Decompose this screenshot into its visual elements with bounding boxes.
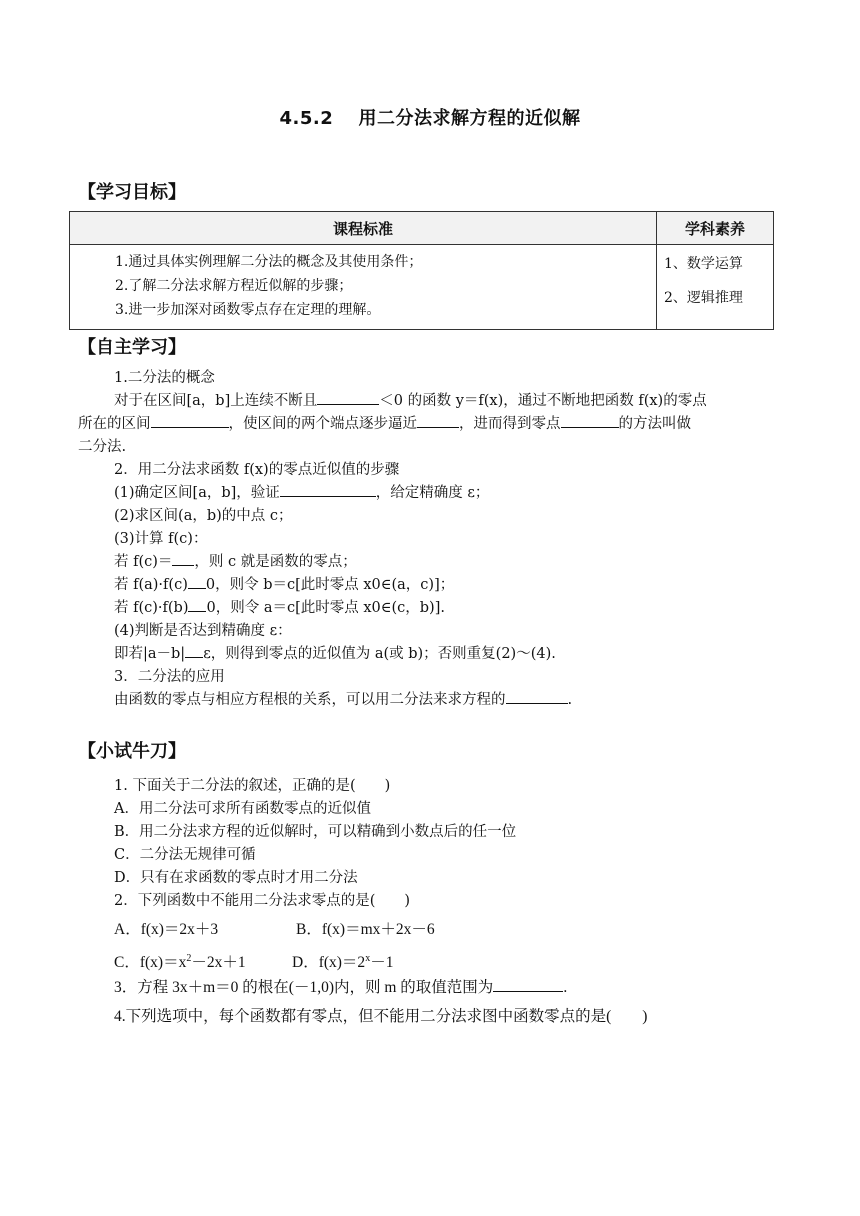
question-1: 1. 下面关于二分法的叙述，正确的是( ) bbox=[114, 778, 391, 794]
fill-blank bbox=[188, 597, 206, 612]
s2-step4: (4)判断是否达到精确度 ε： bbox=[114, 623, 292, 639]
page-title: 4.5.2 用二分法求解方程的近似解 bbox=[279, 108, 581, 129]
goals-col-literacy-header: 学科素养 bbox=[657, 212, 774, 245]
section-heading-goals: 【学习目标】 bbox=[78, 182, 186, 203]
fill-blank bbox=[506, 689, 568, 704]
s2-case1: 若 f(c)＝ ，则 c 就是函数的零点； bbox=[114, 551, 357, 573]
s2-step2: (2)求区间(a，b)的中点 c； bbox=[114, 508, 293, 524]
standard-item: 3.进一步加深对函数零点存在定理的理解。 bbox=[115, 302, 381, 318]
goals-standards-cell bbox=[70, 245, 657, 330]
s3-line1: 由函数的零点与相应方程根的关系，可以用二分法来求方程的 . bbox=[114, 689, 572, 711]
fill-blank bbox=[188, 574, 206, 589]
q2-option-c: C．$f(x)=x^2-2x+1$ bbox=[114, 953, 246, 972]
fill-blank bbox=[280, 482, 376, 497]
s2-case2: 若 f(a)·f(c) 0，则令 b＝c[此时零点 x0∈(a，c)]； bbox=[114, 574, 454, 596]
s2-precision: 即若|a－b| ε，则得到零点的近似值为 a(或 b)；否则重复(2)～(4). bbox=[114, 643, 556, 665]
q1-option-d: D．只有在求函数的零点时才用二分法 bbox=[114, 870, 358, 886]
goals-col-standards-header: 课程标准 bbox=[70, 212, 657, 245]
question-3: 3．方程 3x＋m＝0 的根在(－1,0)内，则 m 的取值范围为 . bbox=[114, 979, 568, 996]
fill-blank bbox=[185, 643, 203, 658]
goals-table bbox=[69, 211, 774, 330]
q1-option-a: A．用二分法可求所有函数零点的近似值 bbox=[114, 801, 371, 817]
standard-item: 1.通过具体实例理解二分法的概念及其使用条件； bbox=[115, 254, 423, 270]
q2-option-a: A．f(x)＝2x＋3 bbox=[114, 921, 219, 938]
q2-option-d: D．$f(x)=2^x-1$ bbox=[292, 953, 394, 972]
s2-step3: (3)计算 f(c)： bbox=[114, 531, 208, 547]
s2-case3: 若 f(c)·f(b) 0，则令 a＝c[此时零点 x0∈(c，b)]. bbox=[114, 597, 445, 619]
standard-item: 2.了解二分法求解方程近似解的步骤； bbox=[115, 278, 353, 294]
q1-option-b: B．用二分法求方程的近似解时，可以精确到小数点后的任一位 bbox=[114, 824, 517, 840]
s1-line3: 二分法. bbox=[78, 439, 127, 455]
s1-title: 1.二分法的概念 bbox=[114, 370, 215, 386]
s2-step1: (1)确定区间[a，b]，验证 ，给定精确度 ε； bbox=[114, 482, 489, 504]
question-4: 4.下列选项中，每个函数都有零点，但不能用二分法求图中函数零点的是( ) bbox=[114, 1008, 648, 1025]
literacy-item: 2、逻辑推理 bbox=[664, 290, 743, 306]
goals-literacy-cell bbox=[657, 245, 774, 330]
fill-blank bbox=[561, 413, 619, 428]
q1-option-c: C．二分法无规律可循 bbox=[114, 847, 256, 863]
s1-line1: 对于在区间[a，b]上连续不断且 ＜0 的函数 y＝f(x)，通过不断地把函数 f(x)的零点 bbox=[114, 390, 707, 412]
section-heading-practice: 【小试牛刀】 bbox=[78, 741, 186, 762]
literacy-item: 1、数学运算 bbox=[664, 256, 743, 272]
fill-blank bbox=[151, 413, 229, 428]
fill-blank bbox=[172, 551, 194, 566]
question-2: 2．下列函数中不能用二分法求零点的是( ) bbox=[114, 893, 411, 909]
s1-line2: 所在的区间 ，使区间的两个端点逐步逼近 ，进而得到零点 的方法叫做 bbox=[78, 413, 691, 435]
s3-title: 3．二分法的应用 bbox=[114, 669, 225, 685]
fill-blank bbox=[317, 390, 379, 405]
fill-blank bbox=[417, 413, 459, 428]
s2-title: 2．用二分法求函数 f(x)的零点近似值的步骤 bbox=[114, 462, 400, 478]
q2-option-b: B．f(x)＝mx＋2x－6 bbox=[296, 921, 435, 938]
section-heading-self-study: 【自主学习】 bbox=[78, 337, 186, 358]
fill-blank bbox=[493, 977, 563, 992]
